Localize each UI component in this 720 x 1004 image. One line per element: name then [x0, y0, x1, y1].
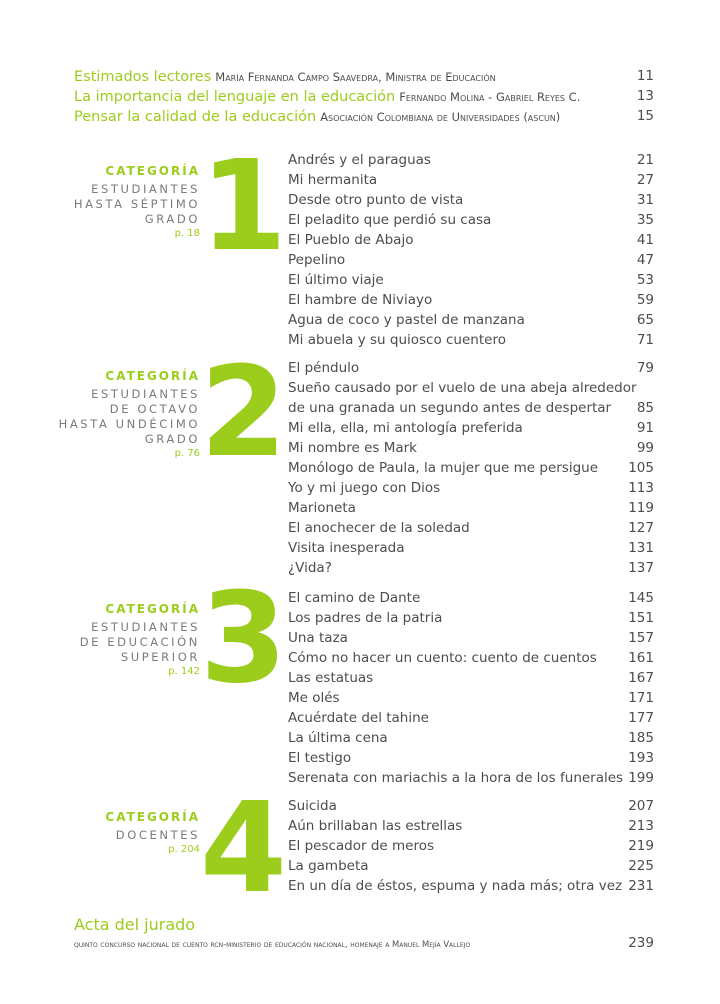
- story-entry[interactable]: [288, 170, 654, 190]
- story-entry[interactable]: [288, 608, 654, 628]
- description-line: ESTUDIANTES: [91, 387, 200, 401]
- page-number: 41: [636, 232, 654, 248]
- story-title: El hambre de Niviayo: [288, 292, 433, 308]
- page-number: 31: [636, 192, 654, 208]
- story-entry[interactable]: [288, 876, 654, 896]
- page-number: 71: [636, 332, 654, 348]
- story-entry[interactable]: [288, 836, 654, 856]
- story-title: Marioneta: [288, 500, 356, 516]
- page-number: 239: [628, 935, 654, 951]
- page-number: 11: [636, 68, 654, 84]
- entry-author: Fernando Molina - Gabriel Reyes C.: [399, 90, 581, 104]
- toc-entry[interactable]: [74, 86, 654, 106]
- page-number: 85: [636, 400, 654, 416]
- story-title: El testigo: [288, 750, 352, 766]
- page-number: 157: [628, 630, 654, 646]
- story-title: Las estatuas: [288, 670, 374, 686]
- category-description: [74, 182, 200, 227]
- category-description: [59, 387, 200, 447]
- story-title: de una granada un segundo antes de despertar: [288, 400, 612, 416]
- story-title: Serenata con mariachis a la hora de los funerales: [288, 770, 624, 786]
- story-entry[interactable]: [288, 210, 654, 230]
- page-number: 59: [636, 292, 654, 308]
- category-number: 2: [200, 340, 287, 485]
- story-title: Cómo no hacer un cuento: cuento de cuentos: [288, 650, 597, 666]
- description-line: GRADO: [144, 432, 200, 446]
- story-title: Una taza: [288, 630, 348, 646]
- story-title: Suicida: [288, 798, 337, 814]
- category-description: [105, 828, 200, 843]
- story-title: En un día de éstos, espuma y nada más; otra vez: [288, 878, 623, 894]
- entry-title: Estimados lectores: [74, 69, 212, 85]
- story-title: El último viaje: [288, 272, 384, 288]
- description-line: ESTUDIANTES: [91, 620, 200, 634]
- story-entry[interactable]: [288, 310, 654, 330]
- description-line: GRADO: [144, 212, 200, 226]
- page-number: 79: [636, 360, 654, 376]
- story-entry[interactable]: [288, 796, 654, 816]
- page-number: 13: [636, 88, 654, 104]
- category-label: [59, 369, 200, 461]
- acta-title: Acta del jurado: [74, 915, 196, 934]
- page-number: 15: [636, 108, 654, 124]
- story-entry[interactable]: [288, 190, 654, 210]
- story-entry[interactable]: [288, 518, 654, 538]
- story-entry[interactable]: [288, 628, 654, 648]
- story-title: Sueño causado por el vuelo de una abeja alrededor: [288, 380, 637, 396]
- page-number: 185: [628, 730, 654, 746]
- page-number: 131: [628, 540, 654, 556]
- page-number: 151: [628, 610, 654, 626]
- page-number: 113: [628, 480, 654, 496]
- page-number: 119: [628, 500, 654, 516]
- page-number: 65: [636, 312, 654, 328]
- description-line: HASTA UNDÉCIMO: [58, 417, 200, 431]
- page-number: 171: [628, 690, 654, 706]
- story-entry[interactable]: [288, 648, 654, 668]
- category-word: CATEGORÍA: [105, 810, 200, 824]
- page-number: 27: [636, 172, 654, 188]
- entry-author: María Fernanda Campo Saavedra, Ministra de Educación: [215, 70, 496, 84]
- story-title: El anochecer de la soledad: [288, 520, 470, 536]
- page-number: 21: [636, 152, 654, 168]
- toc-entry[interactable]: [74, 106, 654, 126]
- category-page: p. 18: [174, 228, 200, 239]
- page-number: 225: [628, 858, 654, 874]
- category-label: [105, 810, 200, 857]
- page-number: 199: [628, 770, 654, 786]
- story-title: La última cena: [288, 730, 388, 746]
- story-entry[interactable]: [288, 330, 654, 350]
- category-number: 1: [200, 134, 287, 279]
- category-page: p. 76: [174, 448, 200, 459]
- story-title: Mi ella, ella, mi antología preferida: [288, 420, 523, 436]
- category-page: p. 204: [168, 844, 200, 855]
- story-entry[interactable]: [288, 668, 654, 688]
- story-entry[interactable]: [288, 498, 654, 518]
- story-title: Visita inesperada: [288, 540, 405, 556]
- story-title: Los padres de la patria: [288, 610, 443, 626]
- entry-title: La importancia del lenguaje en la educación: [74, 89, 396, 105]
- description-line: DE OCTAVO: [109, 402, 200, 416]
- story-title: Andrés y el paraguas: [288, 152, 431, 168]
- story-title: Agua de coco y pastel de manzana: [288, 312, 525, 328]
- page-number: 177: [628, 710, 654, 726]
- category-label: [74, 164, 200, 241]
- story-entry[interactable]: [288, 768, 654, 788]
- story-title: El peladito que perdió su casa: [288, 212, 492, 228]
- story-entry[interactable]: [288, 438, 654, 458]
- story-entry[interactable]: [288, 398, 654, 418]
- story-entry[interactable]: [288, 856, 654, 876]
- story-entry[interactable]: [288, 688, 654, 708]
- category-word: CATEGORÍA: [105, 602, 200, 616]
- page-number: 137: [628, 560, 654, 576]
- category-word: CATEGORÍA: [105, 369, 200, 383]
- description-line: DE EDUCACIÓN: [79, 635, 200, 649]
- story-list: [288, 150, 654, 350]
- story-title: Yo y mi juego con Dios: [288, 480, 441, 496]
- story-title: Desde otro punto de vista: [288, 192, 464, 208]
- story-title: Mi nombre es Mark: [288, 440, 417, 456]
- story-entry[interactable]: [288, 378, 654, 398]
- story-list: [288, 588, 654, 788]
- page-number: 53: [636, 272, 654, 288]
- description-line: SUPERIOR: [120, 650, 200, 664]
- page-number: 47: [636, 252, 654, 268]
- story-entry[interactable]: [288, 250, 654, 270]
- story-entry[interactable]: [288, 538, 654, 558]
- story-title: Monólogo de Paula, la mujer que me persigue: [288, 460, 599, 476]
- story-title: El camino de Dante: [288, 590, 421, 606]
- story-title: Acuérdate del tahine: [288, 710, 429, 726]
- story-title: Aún brillaban las estrellas: [288, 818, 463, 834]
- story-entry[interactable]: [288, 290, 654, 310]
- entry-title: Pensar la calidad de la educación: [74, 109, 317, 125]
- category-page: p. 142: [168, 666, 200, 677]
- page-number: 167: [628, 670, 654, 686]
- story-title: ¿Vida?: [288, 560, 332, 576]
- page-number: 91: [636, 420, 654, 436]
- category-word: CATEGORÍA: [105, 164, 200, 178]
- story-entry[interactable]: [288, 270, 654, 290]
- story-entry[interactable]: [288, 418, 654, 438]
- description-line: DOCENTES: [115, 828, 200, 842]
- page-number: 193: [628, 750, 654, 766]
- story-entry[interactable]: [288, 230, 654, 250]
- entry-author: Asociación Colombiana de Universidades (ascun): [320, 110, 561, 124]
- page-number: 207: [628, 798, 654, 814]
- description-line: HASTA SÉPTIMO: [73, 197, 200, 211]
- story-list: [288, 358, 654, 578]
- acta-subtitle-row: [74, 936, 654, 952]
- story-entry[interactable]: [288, 816, 654, 836]
- page-number: 105: [628, 460, 654, 476]
- story-title: Mi abuela y su quiosco cuentero: [288, 332, 506, 348]
- story-title: Me olés: [288, 690, 340, 706]
- page-number: 161: [628, 650, 654, 666]
- story-entry[interactable]: [288, 358, 654, 378]
- page-number: 145: [628, 590, 654, 606]
- category-number: 4: [200, 776, 287, 921]
- story-title: Pepelino: [288, 252, 346, 268]
- story-title: El péndulo: [288, 360, 360, 376]
- acta-subtitle: quinto concurso nacional de cuento rcn-ministerio de educación nacional, homenaje a Manuel Mejía Vallejo: [74, 939, 471, 949]
- toc-entry[interactable]: [74, 66, 654, 86]
- acta-section[interactable]: [74, 914, 654, 952]
- page-number: 231: [628, 878, 654, 894]
- page-number: 213: [628, 818, 654, 834]
- story-list: [288, 796, 654, 896]
- story-title: El Pueblo de Abajo: [288, 232, 414, 248]
- story-entry[interactable]: [288, 748, 654, 768]
- category-label: [80, 602, 200, 679]
- story-title: El pescador de meros: [288, 838, 435, 854]
- category-description: [80, 620, 200, 665]
- category-number: 3: [200, 566, 287, 711]
- story-entry[interactable]: [288, 708, 654, 728]
- story-entry[interactable]: [288, 588, 654, 608]
- story-entry[interactable]: [288, 150, 654, 170]
- story-entry[interactable]: [288, 458, 654, 478]
- page-number: 99: [636, 440, 654, 456]
- page-number: 35: [636, 212, 654, 228]
- page-number: 219: [628, 838, 654, 854]
- story-title: La gambeta: [288, 858, 369, 874]
- story-title: Mi hermanita: [288, 172, 378, 188]
- intro-section: [74, 66, 654, 126]
- page-number: 127: [628, 520, 654, 536]
- description-line: ESTUDIANTES: [91, 182, 200, 196]
- story-entry[interactable]: [288, 478, 654, 498]
- story-entry[interactable]: [288, 728, 654, 748]
- story-entry[interactable]: [288, 558, 654, 578]
